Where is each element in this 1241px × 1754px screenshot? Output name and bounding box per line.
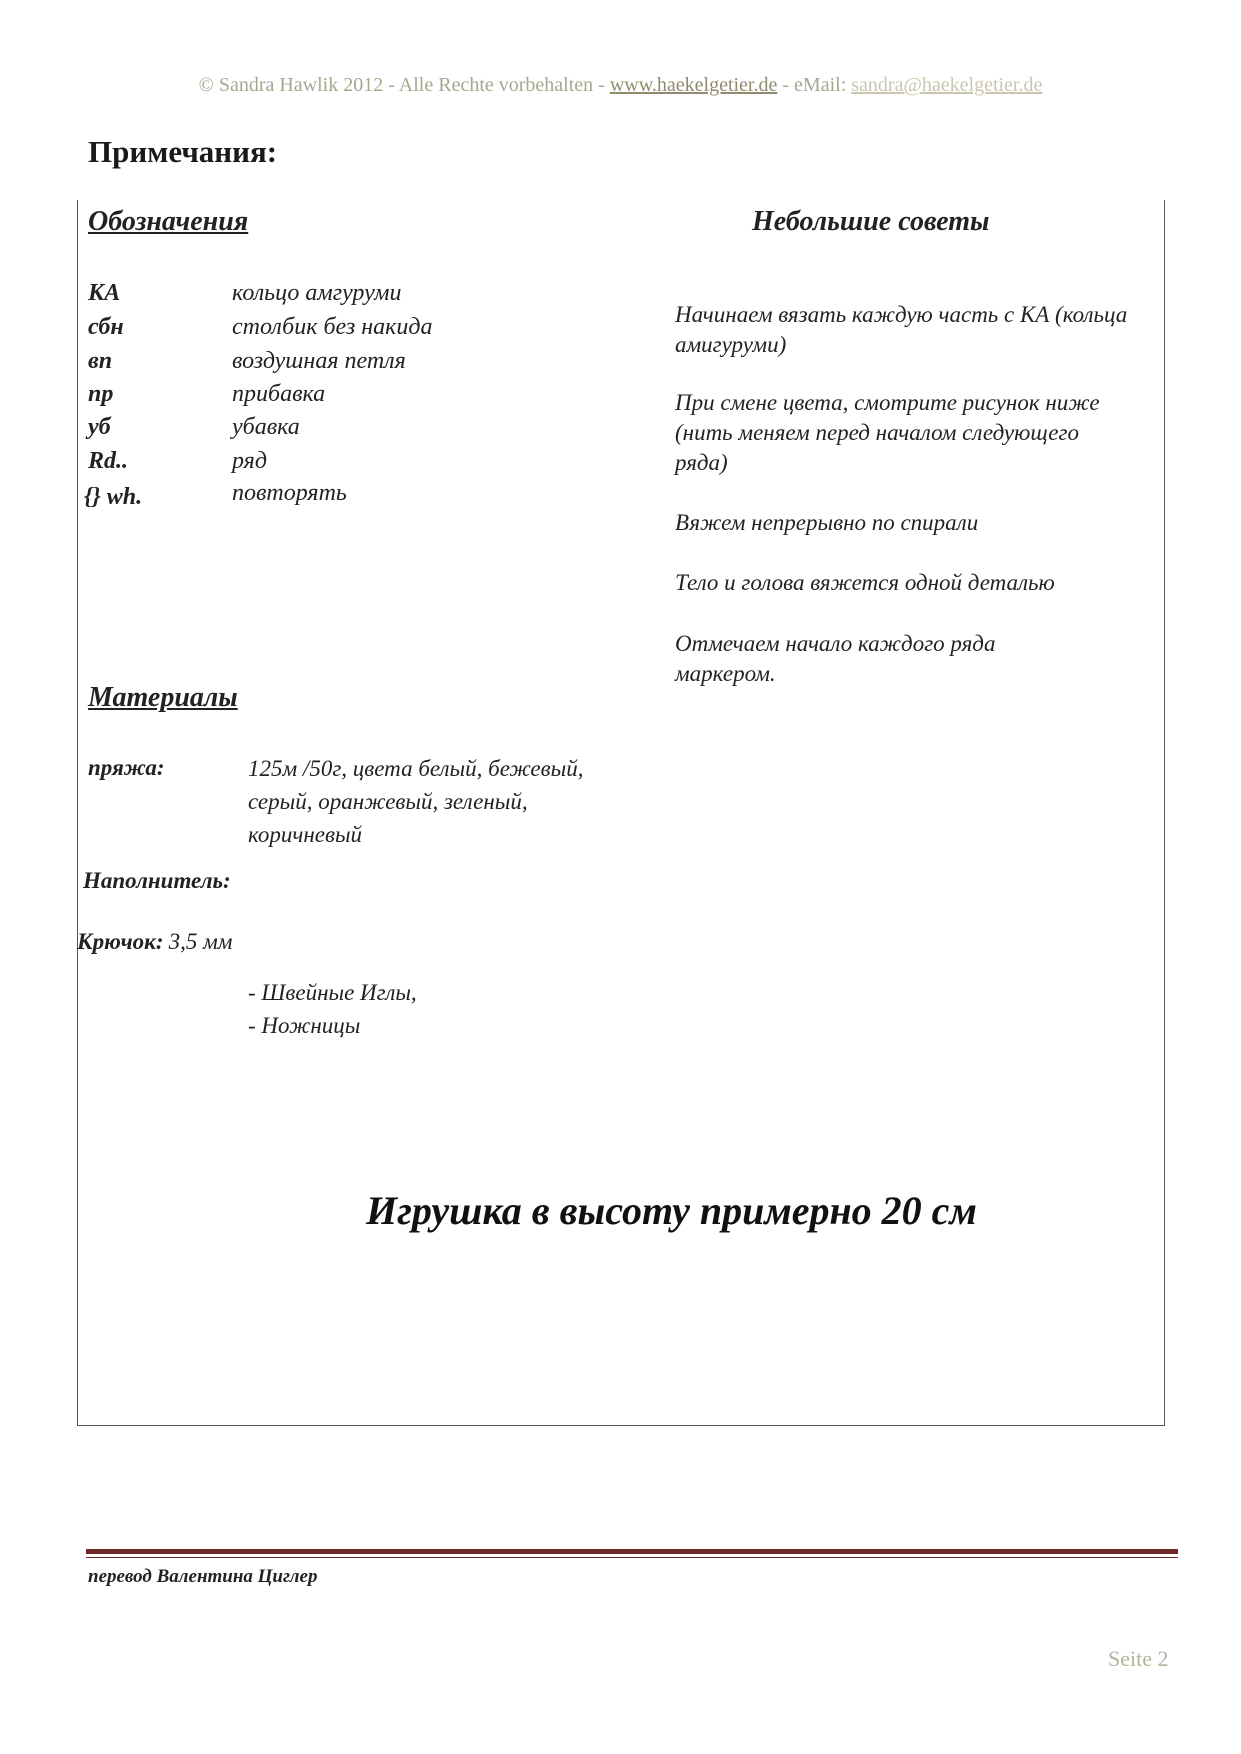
materials-title-text: Материалы — [88, 682, 238, 713]
materials-title — [88, 682, 238, 714]
tip-item: Отмечаем начало каждого ряда маркером. — [675, 631, 996, 686]
page-number: Seite 2 — [1108, 1646, 1169, 1671]
legend-key: сбн — [88, 314, 124, 340]
toy-height-note: Игрушка в высоту примерно 20 см — [366, 1188, 977, 1233]
legend-title: Обозначения — [88, 206, 249, 237]
tip-item: Вяжем непрерывно по спирали — [675, 510, 979, 535]
translator-credit: перевод Валентина Циглер — [88, 1566, 318, 1587]
legend-value: кольцо амгуруми — [232, 280, 402, 306]
tip-item: При смене цвета, смотрите рисунок ниже (нить меняем перед началом следующего ряда) — [675, 390, 1100, 475]
hook-value: 3,5 мм — [168, 929, 233, 954]
header-separator: - — [598, 74, 610, 96]
tip-item: Тело и голова вяжется одной деталью — [675, 570, 1055, 595]
copyright-text: © Sandra Hawlik 2012 — [198, 74, 384, 96]
tool-item: - Ножницы — [248, 1013, 361, 1038]
page-header — [0, 74, 1241, 97]
filler-label: Наполнитель: — [83, 868, 231, 893]
legend-key: пр — [88, 381, 114, 407]
legend-key: КА — [88, 280, 121, 306]
yarn-description — [248, 752, 583, 851]
footer-rule-thin — [86, 1557, 1178, 1558]
footer-rule — [86, 1549, 1178, 1554]
header-separator: - — [388, 74, 399, 96]
hook-label: Крючок: — [77, 929, 164, 954]
header-separator: - — [782, 74, 795, 96]
yarn-label: пряжа: — [88, 755, 165, 780]
tools-list — [248, 976, 417, 1042]
email-link[interactable]: sandra@haekelgetier.de — [851, 74, 1043, 96]
yarn-line: коричневый — [248, 822, 363, 847]
tips-title: Небольшие советы — [752, 206, 990, 237]
legend-value: воздушная петля — [232, 348, 406, 374]
yarn-line: 125м /50г, цвета белый, бежевый, — [248, 756, 584, 781]
tool-item: - Швейные Иглы, — [248, 980, 417, 1005]
legend-value: убавка — [232, 414, 300, 440]
legend-value: прибавка — [232, 381, 326, 407]
legend-key: вп — [88, 348, 113, 374]
website-link[interactable]: www.haekelgetier.de — [609, 74, 778, 96]
legend-value: ряд — [232, 448, 267, 474]
legend-key: {} wh. — [84, 484, 143, 510]
yarn-line: серый, оранжевый, зеленый, — [248, 789, 528, 814]
email-label: eMail: — [794, 74, 847, 96]
legend-value: повторять — [232, 480, 347, 506]
legend-key: уб — [88, 414, 111, 440]
legend-value: столбик без накида — [232, 314, 433, 340]
hook-row — [77, 925, 232, 958]
legend-key: Rd.. — [88, 448, 129, 474]
page-title: Примечания: — [88, 134, 278, 169]
rights-text: Alle Rechte vorbehalten — [398, 74, 594, 96]
tip-item: Начинаем вязать каждую часть с КА (кольца амигуруми) — [675, 302, 1128, 357]
